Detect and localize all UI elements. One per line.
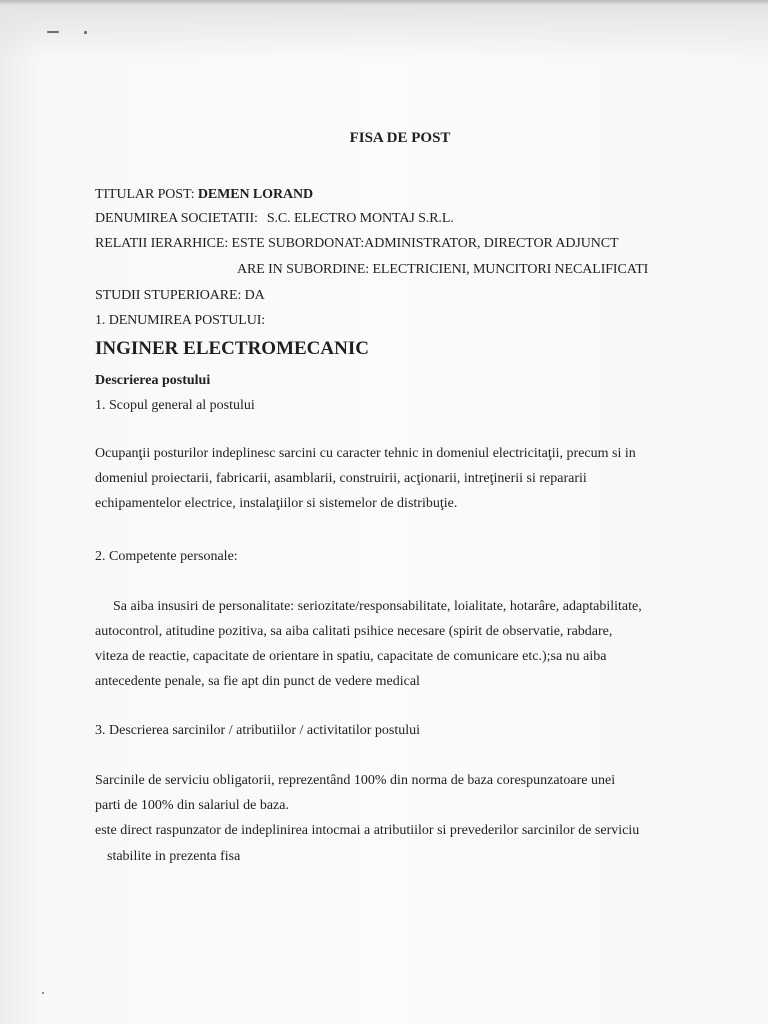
paragraph-line: domeniul proiectarii, fabricarii, asamblarii, construirii, acţionarii, intreţinerii si repararii bbox=[95, 471, 587, 486]
document-title: FISA DE POST bbox=[349, 130, 451, 146]
paragraph-line: este direct raspunzator de indeplinirea intocmai a atributiilor si prevederilor sarcinilor de serviciu bbox=[95, 823, 640, 838]
subordine-line: ARE IN SUBORDINE: ELECTRICIENI, MUNCITORI NECALIFICATI bbox=[237, 262, 649, 277]
paragraph-line: Sarcinile de serviciu obligatorii, reprezentând 100% din norma de baza corespunzatoare unei bbox=[95, 773, 616, 788]
paragraph-line: stabilite in prezenta fisa bbox=[107, 849, 241, 864]
titular-line bbox=[95, 186, 313, 204]
societate-line bbox=[95, 210, 454, 228]
paragraph-line: autocontrol, atitudine pozitiva, sa aiba calitati psihice necesare (spirit de observatie, rabdare, bbox=[95, 624, 613, 639]
societate-value: S.C. ELECTRO MONTAJ S.R.L. bbox=[266, 211, 454, 226]
paragraph-line: echipamentelor electrice, instalaţiilor si sistemelor de distribuţie. bbox=[95, 496, 458, 511]
paragraph-line: Ocupanţii posturilor indeplinesc sarcini cu caracter tehnic in domeniul electricitaţii, precum si in bbox=[95, 446, 636, 461]
relatii-line: RELATII IERARHICE: ESTE SUBORDONAT:ADMINISTRATOR, DIRECTOR ADJUNCT bbox=[95, 236, 619, 251]
paragraph-line: viteza de reactie, capacitate de orientare in spatiu, capacitate de comunicare etc.);sa nu aiba bbox=[95, 649, 607, 664]
titular-label: TITULAR POST: bbox=[95, 187, 195, 202]
scan-speck bbox=[84, 31, 87, 34]
titular-name: DEMEN LORAND bbox=[197, 187, 314, 202]
studii-line: STUDII STUPERIOARE: DA bbox=[95, 288, 265, 303]
paragraph-line: Sa aiba insusiri de personalitate: seriozitate/responsabilitate, loialitate, hotarâre, adaptabilitate, bbox=[113, 599, 642, 614]
paragraph-line: antecedente penale, sa fie apt din punct de vedere medical bbox=[95, 674, 420, 689]
denumire-label: 1. DENUMIREA POSTULUI: bbox=[95, 313, 266, 328]
description-heading: Descrierea postului bbox=[95, 373, 211, 388]
paragraph-line: parti de 100% din salariul de baza. bbox=[95, 798, 289, 813]
section-heading: 3. Descrierea sarcinilor / atributiilor / activitatilor postului bbox=[95, 723, 421, 738]
societate-label: DENUMIREA SOCIETATII: bbox=[95, 211, 258, 226]
section-heading: 2. Competente personale: bbox=[95, 549, 238, 564]
scan-speck bbox=[42, 992, 44, 994]
section-heading: 1. Scopul general al postului bbox=[95, 398, 255, 413]
scan-speck bbox=[47, 31, 59, 33]
job-title: INGINER ELECTROMECANIC bbox=[95, 338, 369, 359]
